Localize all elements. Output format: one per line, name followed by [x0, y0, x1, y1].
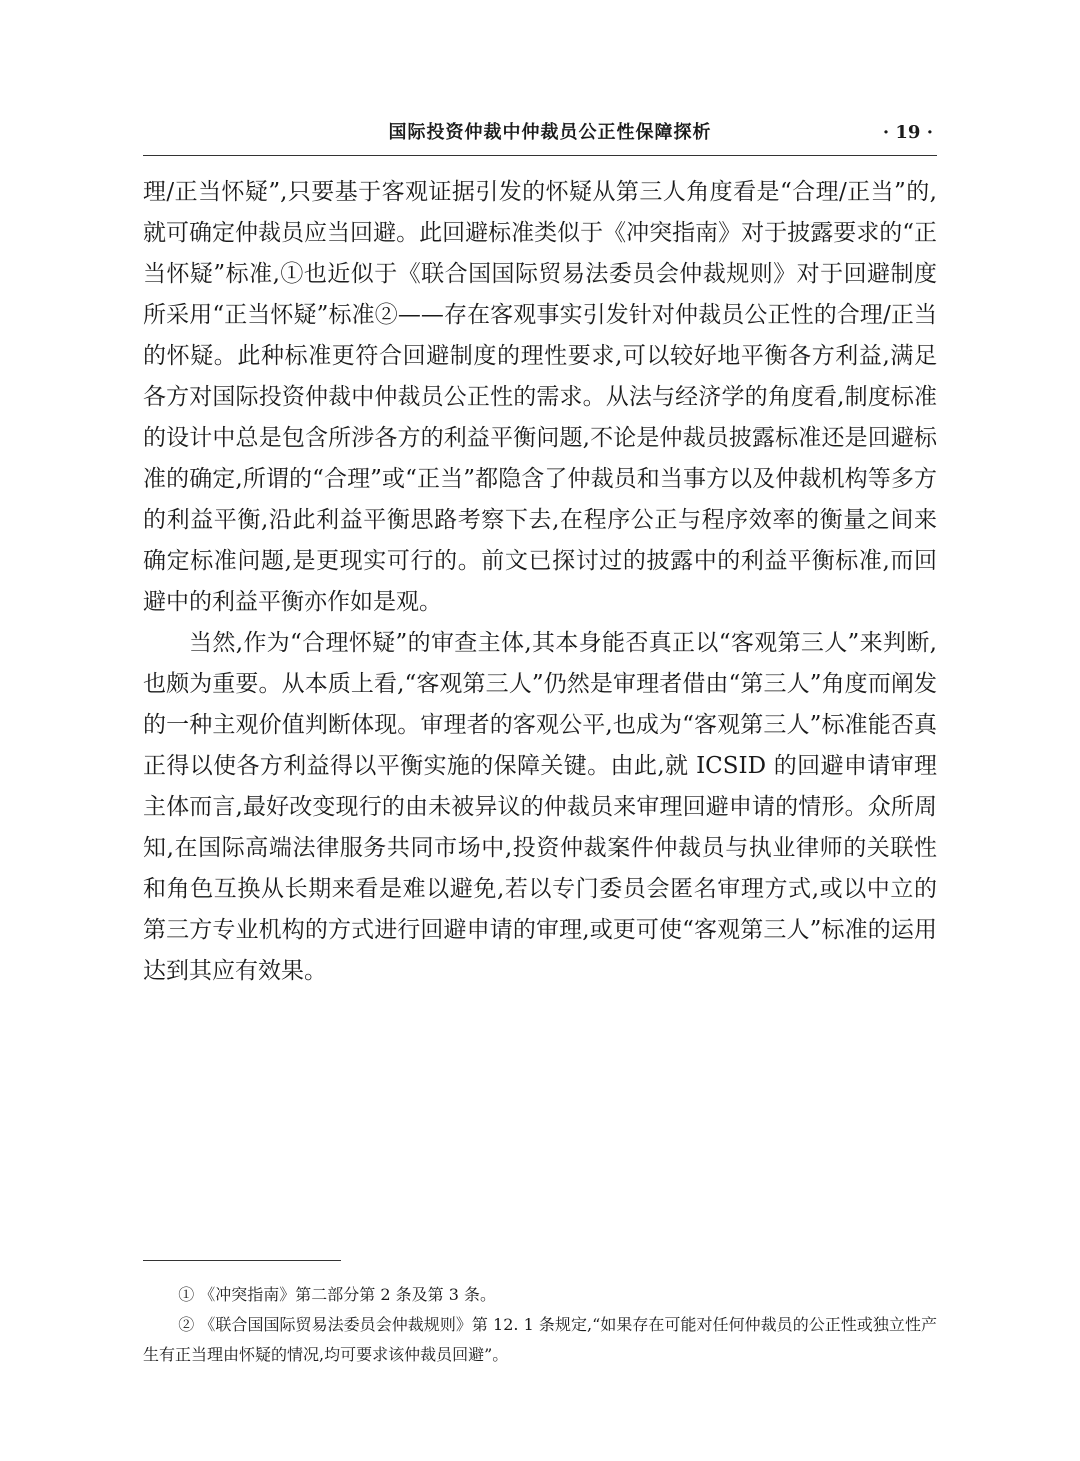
footnote-rule	[143, 1260, 341, 1261]
running-header-title: 国际投资仲裁中仲裁员公正性保障探析	[388, 122, 712, 143]
body-text	[143, 172, 937, 992]
footnote-1: ① 《冲突指南》第二部分第 2 条及第 3 条。	[178, 1285, 496, 1304]
running-header	[143, 118, 937, 148]
footnotes	[143, 1280, 937, 1370]
paragraph-continued: 理/正当怀疑”,只要基于客观证据引发的怀疑从第三人角度看是“合理/正当”的,就可确定仲裁员应当回避。此回避标准类似于《冲突指南》对于披露要求的“正当怀疑”标准,①也近似于《联合国国际贸易法委员会仲裁规则》对于回避制度所采用“正当怀疑”标准②——存在客观事实引发针对仲裁员公正性的合理/正当的怀疑。此种标准更符合回避制度的理性要求,可以较好地平衡各方利益,满足各方对国际投资仲裁中仲裁员公正性的需求。从法与经济学的角度看,制度标准的设计中总是包含所涉各方的利益平衡问题,不论是仲裁员披露标准还是回避标准的确定,所谓的“合理”或“正当”都隐含了仲裁员和当事方以及仲裁机构等多方的利益平衡,沿此利益平衡思路考察下去,在程序公正与程序效率的衡量之间来确定标准问题,是更现实可行的。前文已探讨过的披露中的利益平衡标准,而回避中的利益平衡亦作如是观。	[143, 179, 937, 615]
header-rule	[143, 155, 937, 156]
paragraph: 当然,作为“合理怀疑”的审查主体,其本身能否真正以“客观第三人”来判断,也颇为重要。从本质上看,“客观第三人”仍然是审理者借由“第三人”角度而阐发的一种主观价值判断体现。审理者的客观公平,也成为“客观第三人”标准能否真正得以使各方利益得以平衡实施的保障关键。由此,就 ICSID 的回避申请审理主体而言,最好改变现行的由未被异议的仲裁员来审理回避申请的情形。众所周知,在国际高端法律服务共同市场中,投资仲裁案件仲裁员与执业律师的关联性和角色互换从长期来看是难以避免,若以专门委员会匿名审理方式,或以中立的第三方专业机构的方式进行回避申请的审理,或更可使“客观第三人”标准的运用达到其应有效果。	[143, 630, 937, 984]
page-number: · 19 ·	[882, 122, 933, 143]
footnote-2: ② 《联合国国际贸易法委员会仲裁规则》第 12. 1 条规定,“如果存在可能对任何仲裁员的公正性或独立性产生有正当理由怀疑的情况,均可要求该仲裁员回避”。	[143, 1315, 937, 1364]
